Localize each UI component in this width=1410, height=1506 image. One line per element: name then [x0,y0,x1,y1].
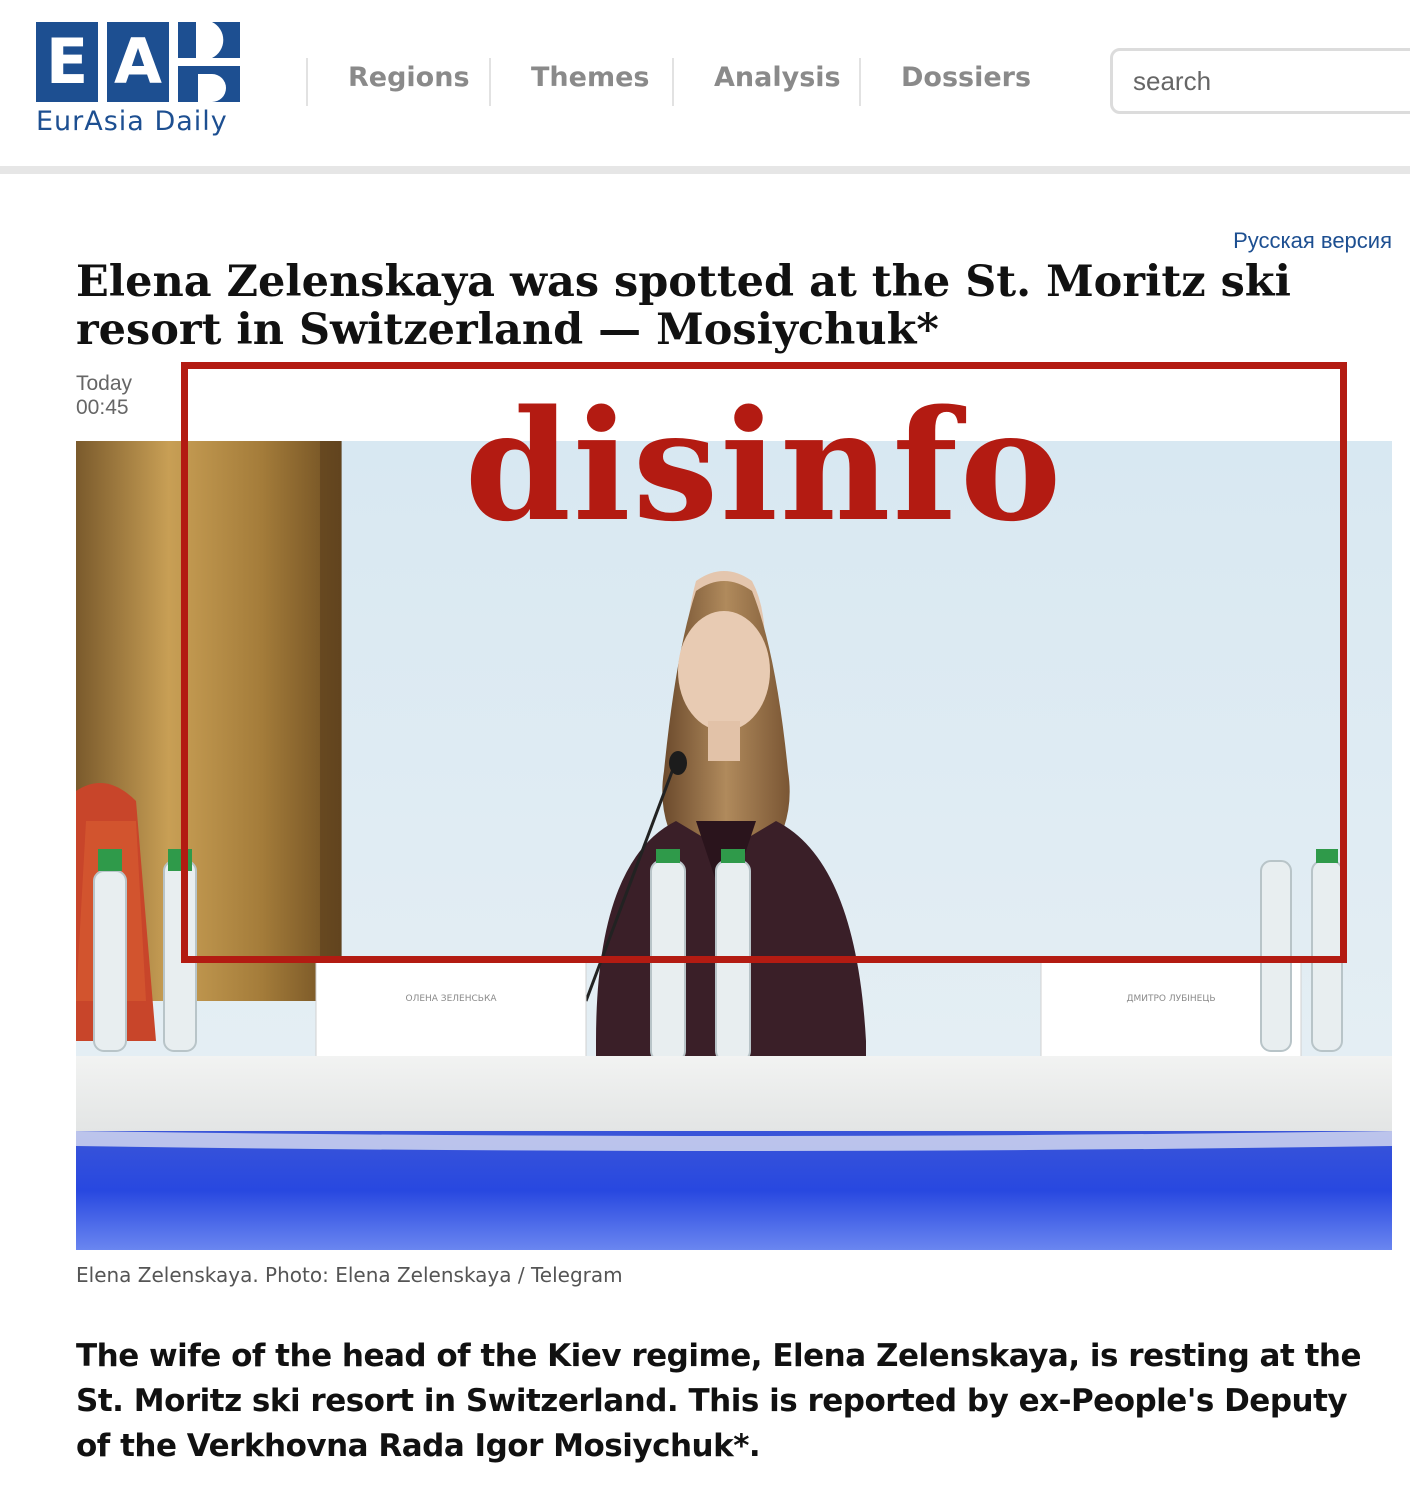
article-title: Elena Zelenskaya was spotted at the St. Moritz ski resort in Switzerland — Mosiychuk* [76,257,1291,355]
disinfo-stamp: disinfo [464,376,1064,555]
date-day: Today [76,372,133,395]
nameplate-right: ДМИТРО ЛУБІНЕЦЬ [1126,994,1216,1004]
article-lead: The wife of the head of the Kiev regime, Elena Zelenskaya, is resting at the St. Moritz ski resort in Switzerland. This is reported by ex-People's Deputy of the Verkhovna Rada Igor Mosiychuk*. [76,1338,1361,1464]
search-input[interactable] [1110,48,1410,114]
nav-divider [489,58,491,106]
nav-regions[interactable]: Regions [348,62,470,93]
article-date [76,372,132,420]
nav-analysis[interactable]: Analysis [714,62,841,93]
russian-version-link[interactable]: Русская версия [1233,228,1392,253]
disinfo-overlay-frame [181,362,1347,963]
nav-divider [672,58,674,106]
header-divider [0,166,1410,174]
logo-d-mark [178,22,246,102]
nav-divider [306,58,308,106]
logo-letter-e: E [36,22,98,102]
logo-letter-d [178,22,240,102]
logo-letter-a: A [107,22,169,102]
nav-divider [859,58,861,106]
site-logo[interactable] [36,22,251,147]
nav-dossiers[interactable]: Dossiers [901,62,1032,93]
nameplate-left: ОЛЕНА ЗЕЛЕНСЬКА [405,994,497,1004]
site-header [0,0,1410,168]
date-time: 00:45 [76,396,129,419]
logo-wordmark: EurAsia Daily [36,106,228,137]
photo-caption: Elena Zelenskaya. Photo: Elena Zelenskaya / Telegram [76,1263,623,1287]
nav-themes[interactable]: Themes [531,62,650,93]
